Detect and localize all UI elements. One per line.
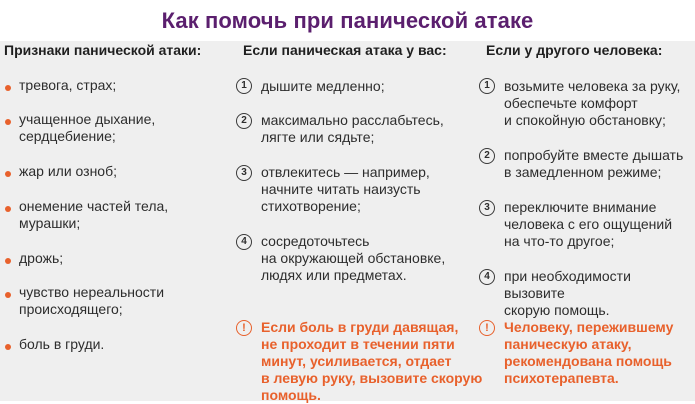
self-help-step: сосредоточьтесь на окружающей обстановке, людях или предметах. xyxy=(261,233,446,283)
bullet-icon xyxy=(5,119,11,125)
step-number-icon: 1 xyxy=(479,78,495,94)
bullet-icon xyxy=(5,292,11,298)
others-help-heading: Если у другого человека: xyxy=(486,42,663,58)
symptom-item: жар или озноб; xyxy=(19,163,117,179)
others-help-step: попробуйте вместе дышать в замедленном режиме; xyxy=(504,147,684,180)
step-number-icon: 3 xyxy=(236,165,252,181)
symptom-item: тревога, страх; xyxy=(19,77,117,93)
others-help-warning: Человеку, пережившему паническую атаку, рекомендована помощь психотерапевта. xyxy=(504,319,674,386)
step-number-icon: 4 xyxy=(236,234,252,250)
self-help-heading: Если паническая атака у вас: xyxy=(243,42,447,58)
others-help-step: при необходимости вызовите скорую помощь. xyxy=(504,268,631,318)
bullet-icon xyxy=(5,258,11,264)
warning-icon: ! xyxy=(479,320,495,336)
warning-icon: ! xyxy=(236,320,252,336)
content-panel xyxy=(0,41,695,401)
step-number-icon: 3 xyxy=(479,200,495,216)
self-help-step: максимально расслабьтесь, лягте или сядьте; xyxy=(261,112,444,145)
step-number-icon: 4 xyxy=(479,269,495,285)
self-help-warning: Если боль в груди давящая, не проходит в течении пяти минут, усиливается, отдает в левую руку, вызовите скорую помощь. xyxy=(261,319,483,403)
self-help-step: дышите медленно; xyxy=(261,78,385,94)
symptom-item: онемение частей тела, мурашки; xyxy=(19,198,169,231)
bullet-icon xyxy=(5,206,11,212)
others-help-step: переключите внимание человека с его ощущений на что-то другое; xyxy=(504,199,673,249)
step-number-icon: 2 xyxy=(479,148,495,164)
page-title: Как помочь при панической атаке xyxy=(161,7,534,33)
bullet-icon xyxy=(5,85,11,91)
symptom-item: боль в груди. xyxy=(19,336,105,352)
symptom-item: учащенное дыхание, сердцебиение; xyxy=(19,111,156,144)
self-help-step: отвлекитесь — например, начните читать наизусть стихотворение; xyxy=(261,164,430,214)
symptoms-heading: Признаки панической атаки: xyxy=(4,42,202,58)
title-bar xyxy=(0,0,695,42)
bullet-icon xyxy=(5,171,11,177)
others-help-step: возьмите человека за руку, обеспечьте комфорт и спокойную обстановку; xyxy=(504,78,681,128)
step-number-icon: 1 xyxy=(236,78,252,94)
symptom-item: дрожь; xyxy=(19,250,64,266)
step-number-icon: 2 xyxy=(236,113,252,129)
symptom-item: чувство нереальности происходящего; xyxy=(19,284,165,317)
bullet-icon xyxy=(5,344,11,350)
